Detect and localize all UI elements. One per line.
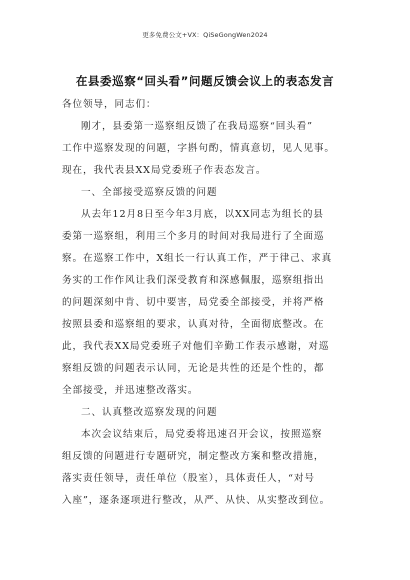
paragraph-line: 按照县委和巡察组的要求，认真对待，全面彻底整改。在 bbox=[62, 319, 325, 330]
paragraph-line: 本次会议结束后，局党委将迅速召开会议，按照巡察 bbox=[81, 429, 323, 440]
paragraph-line: 察。在巡察工作中，X组长一行认真工作，严于律己、求真 bbox=[62, 253, 333, 264]
paragraph-line: 入座”，逐条逐项进行整改，从严、从快、从实整改到位。 bbox=[62, 495, 331, 506]
paragraph-line: 全部接受，并迅速整改落实。 bbox=[62, 385, 199, 396]
section-heading-1: 一、全部接受巡察反馈的问题 bbox=[81, 187, 218, 198]
document-body bbox=[62, 94, 352, 512]
paragraph-line: 从去年12月8日至今年3月底，以XX同志为组长的县 bbox=[81, 209, 324, 220]
paragraph-line: 工作中巡察发现的问题，字斟句酌，情真意切，见人见事。 bbox=[62, 143, 335, 154]
header-note: 更多免费公文+VX：QiSeGongWen2024 bbox=[142, 31, 268, 39]
paragraph-line: 现在，我代表县XX局党委班子作表态发言。 bbox=[62, 165, 267, 176]
paragraph-line: 落实责任领导，责任单位（股室），具体责任人，“对号 bbox=[62, 473, 315, 484]
paragraph-line: 的问题深刻中肯、切中要害，局党委全部接受，并将严格 bbox=[62, 297, 325, 308]
paragraph-line: 组反馈的问题进行专题研究，制定整改方案和整改措施， bbox=[62, 451, 325, 462]
paragraph-line: 此，我代表XX局党委班子对他们辛勤工作表示感谢，对巡 bbox=[62, 341, 330, 352]
paragraph-line: 务实的工作作风让我们深受教育和深感佩服，巡察组指出 bbox=[62, 275, 325, 286]
section-heading-2: 二、认真整改巡察发现的问题 bbox=[81, 407, 218, 418]
paragraph-line: 刚才，县委第一巡察组反馈了在我局巡察“回头看” bbox=[81, 121, 313, 132]
paragraph-line: 察组反馈的问题表示认同，无论是共性的还是个性的，都 bbox=[62, 363, 325, 374]
salutation: 各位领导，同志们： bbox=[62, 99, 157, 110]
document-title: 在县委巡察“回头看”问题反馈会议上的表态发言 bbox=[75, 74, 335, 88]
paragraph-line: 委第一巡察组，利用三个多月的时间对我局进行了全面巡 bbox=[62, 231, 325, 242]
